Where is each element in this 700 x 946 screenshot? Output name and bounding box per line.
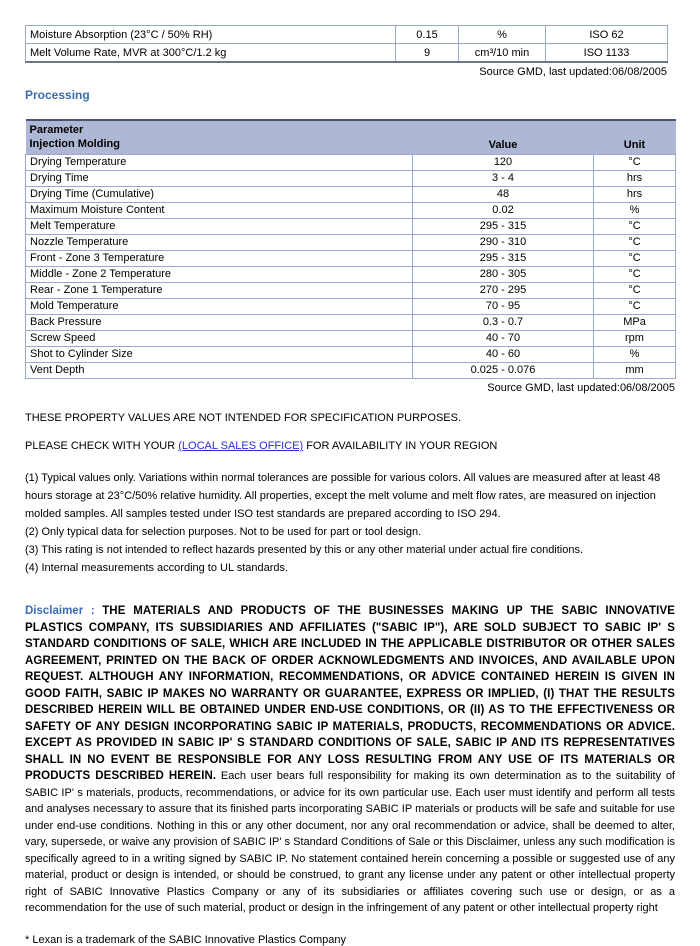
- table-row: [26, 331, 676, 347]
- table-row: [26, 267, 676, 283]
- footnotes-block: [25, 469, 675, 577]
- table-row: [26, 171, 676, 187]
- table-row: [26, 203, 676, 219]
- table-cell-parameter: Nozzle Temperature: [26, 235, 413, 251]
- value-column-header: Value: [413, 120, 594, 155]
- table-cell-unit: cm³/10 min: [459, 44, 546, 63]
- table-cell-unit: hrs: [594, 187, 676, 203]
- processing-table: [25, 119, 676, 379]
- material-properties-body: [26, 26, 668, 63]
- table-cell-parameter: Screw Speed: [26, 331, 413, 347]
- unit-column-header: Unit: [594, 120, 676, 155]
- footnote-3: (3) This rating is not intended to reflect hazards presented by this or any other material under actual fire conditions.: [25, 544, 584, 556]
- table-cell-value: 3 - 4: [413, 171, 594, 187]
- table-cell-parameter: Drying Temperature: [26, 155, 413, 171]
- table-cell-parameter: Back Pressure: [26, 315, 413, 331]
- table-row: [26, 347, 676, 363]
- availability-note-suffix: FOR AVAILABILITY IN YOUR REGION: [306, 440, 498, 452]
- table-cell-standard: ISO 1133: [546, 44, 668, 63]
- table-cell-parameter: Vent Depth: [26, 363, 413, 379]
- table-cell-value: 9: [396, 44, 459, 63]
- table-cell-parameter: Drying Time (Cumulative): [26, 187, 413, 203]
- table-cell-unit: %: [594, 203, 676, 219]
- table-cell-unit: %: [594, 347, 676, 363]
- table-cell-unit: MPa: [594, 315, 676, 331]
- table-cell-value: 120: [413, 155, 594, 171]
- material-properties-table: [25, 25, 668, 63]
- table-row: [26, 251, 676, 267]
- table-row: [26, 26, 668, 44]
- table-cell-unit: °C: [594, 299, 676, 315]
- table-cell-parameter: Front - Zone 3 Temperature: [26, 251, 413, 267]
- disclaimer-body-text: Each user bears full responsibility for making its own determination as to the suitability of SABIC IP' s materials, products, recommendations, or advice for its own particular use. Each user must identify and perform all tests and analyses necessary to assure that its finished parts incorporating SABIC IP materials or products will be safe and suitable for use under end-use conditions. Nothing in this or any other document, nor any oral recommendation or advice, shall be deemed to alter, vary, supersede, or waive any provision of SABIC IP' s Standard Conditions of Sale or this Disclaimer, unless any such modification is specifically agreed to in a writing signed by SABIC IP. No statement contained herein concerning a possible or suggested use of any material, product or design is intended, or should be construed, to grant any license under any patent or other intellectual property right of SABIC Innovative Plastics Company or any of its subsidiaries or affiliates covering such use or design, or as a recommendation for the use of such material, product or design in the infringement of any patent or other intellectual property right: [25, 770, 675, 914]
- table-cell-value: 280 - 305: [413, 267, 594, 283]
- source-note: Source GMD, last updated:06/08/2005: [487, 382, 675, 394]
- table-cell-unit: °C: [594, 283, 676, 299]
- table-cell-unit: °C: [594, 219, 676, 235]
- table-row: [26, 235, 676, 251]
- table-cell-unit: °C: [594, 235, 676, 251]
- table-row: [26, 299, 676, 315]
- footnote-2: (2) Only typical data for selection purposes. Not to be used for part or tool design.: [25, 526, 422, 538]
- table-cell-value: 0.02: [413, 203, 594, 219]
- table-cell-parameter: Middle - Zone 2 Temperature: [26, 267, 413, 283]
- table-cell-value: 40 - 60: [413, 347, 594, 363]
- table-cell-unit: mm: [594, 363, 676, 379]
- footnote-1: (1) Typical values only. Variations within normal tolerances are possible for various colors. All values are measured after at least 48 hours storage at 23°C/50% relative humidity. All properties, except the melt volume and melt flow rates, are measured on injection molded samples. All samples tested under ISO test standards are prepared according to ISO 294.: [25, 472, 661, 520]
- table-cell-property: Melt Volume Rate, MVR at 300°C/1.2 kg: [26, 44, 396, 63]
- disclaimer-paragraph: [25, 603, 675, 917]
- table-cell-value: 70 - 95: [413, 299, 594, 315]
- table-cell-parameter: Mold Temperature: [26, 299, 413, 315]
- processing-heading: Processing: [25, 88, 90, 102]
- table-cell-unit: °C: [594, 267, 676, 283]
- table-row: [26, 187, 676, 203]
- disclaimer-bold-text: THE MATERIALS AND PRODUCTS OF THE BUSINESSES MAKING UP THE SABIC INNOVATIVE PLASTICS COMPANY, ITS SUBSIDIARIES AND AFFILIATES ("SABIC IP"), ARE SOLD SUBJECT TO SABIC IP' S STANDARD CONDITIONS OF SALE, WHICH ARE INCLUDED IN THE APPLICABLE DISTRIBUTOR OR OTHER SALES AGREEMENT, PRINTED ON THE BACK OF ORDER ACKNOWLEDGMENTS AND INVOICES, AND AVAILABLE UPON REQUEST. ALTHOUGH ANY INFORMATION, RECOMMENDATIONS, OR ADVICE CONTAINED HEREIN IS GIVEN IN GOOD FAITH, SABIC IP MAKES NO WARRANTY OR GUARANTEE, EXPRESS OR IMPLIED, (I) THAT THE RESULTS DESCRIBED HEREIN WILL BE OBTAINED UNDER END-USE CONDITIONS, OR (II) AS TO THE EFFECTIVENESS OR SAFETY OF ANY DESIGN INCORPORATING SABIC IP MATERIALS, PRODUCTS, RECOMMENDATIONS OR ADVICE. EXCEPT AS PROVIDED IN SABIC IP' S STANDARD CONDITIONS OF SALE, SABIC IP AND ITS REPRESENTATIVES SHALL IN NO EVENT BE RESPONSIBLE FOR ANY LOSS RESULTING FROM ANY USE OF ITS MATERIALS OR PRODUCTS DESCRIBED HEREIN.: [25, 605, 675, 782]
- table-row: [26, 363, 676, 379]
- table-cell-parameter: Shot to Cylinder Size: [26, 347, 413, 363]
- table-cell-value: 0.3 - 0.7: [413, 315, 594, 331]
- table-cell-value: 0.15: [396, 26, 459, 44]
- table-cell-standard: ISO 62: [546, 26, 668, 44]
- table-cell-property: Moisture Absorption (23°C / 50% RH): [26, 26, 396, 44]
- trademark-note: * Lexan is a trademark of the SABIC Innovative Plastics Company: [25, 933, 346, 946]
- source-note: Source GMD, last updated:06/08/2005: [479, 66, 667, 78]
- table-cell-unit: %: [459, 26, 546, 44]
- table-row: [26, 283, 676, 299]
- table-cell-value: 295 - 315: [413, 251, 594, 267]
- disclaimer-label: Disclaimer :: [25, 605, 95, 617]
- table-row: [26, 155, 676, 171]
- table-cell-parameter: Rear - Zone 1 Temperature: [26, 283, 413, 299]
- table-cell-value: 290 - 310: [413, 235, 594, 251]
- availability-note-prefix: PLEASE CHECK WITH YOUR: [25, 440, 176, 452]
- table-cell-unit: hrs: [594, 171, 676, 187]
- table-row: [26, 219, 676, 235]
- injection-molding-subheader: Injection Molding: [29, 138, 120, 150]
- table-row: [26, 44, 668, 63]
- footnote-4: (4) Internal measurements according to UL standards.: [25, 562, 289, 574]
- table-cell-value: 0.025 - 0.076: [413, 363, 594, 379]
- processing-header-row: [26, 120, 676, 155]
- spec-purpose-note: THESE PROPERTY VALUES ARE NOT INTENDED FOR SPECIFICATION PURPOSES.: [25, 412, 462, 424]
- table-cell-parameter: Maximum Moisture Content: [26, 203, 413, 219]
- table-row: [26, 315, 676, 331]
- processing-table-body: [26, 155, 676, 379]
- table-cell-parameter: Drying Time: [26, 171, 413, 187]
- table-cell-value: 40 - 70: [413, 331, 594, 347]
- table-cell-unit: rpm: [594, 331, 676, 347]
- parameter-column-header: [26, 120, 413, 155]
- parameter-header-label: Parameter: [29, 124, 84, 136]
- table-cell-value: 270 - 295: [413, 283, 594, 299]
- table-cell-unit: °C: [594, 251, 676, 267]
- table-cell-value: 48: [413, 187, 594, 203]
- table-cell-value: 295 - 315: [413, 219, 594, 235]
- local-sales-office-link[interactable]: (LOCAL SALES OFFICE): [178, 440, 304, 452]
- availability-note: [25, 440, 675, 452]
- table-cell-unit: °C: [594, 155, 676, 171]
- table-cell-parameter: Melt Temperature: [26, 219, 413, 235]
